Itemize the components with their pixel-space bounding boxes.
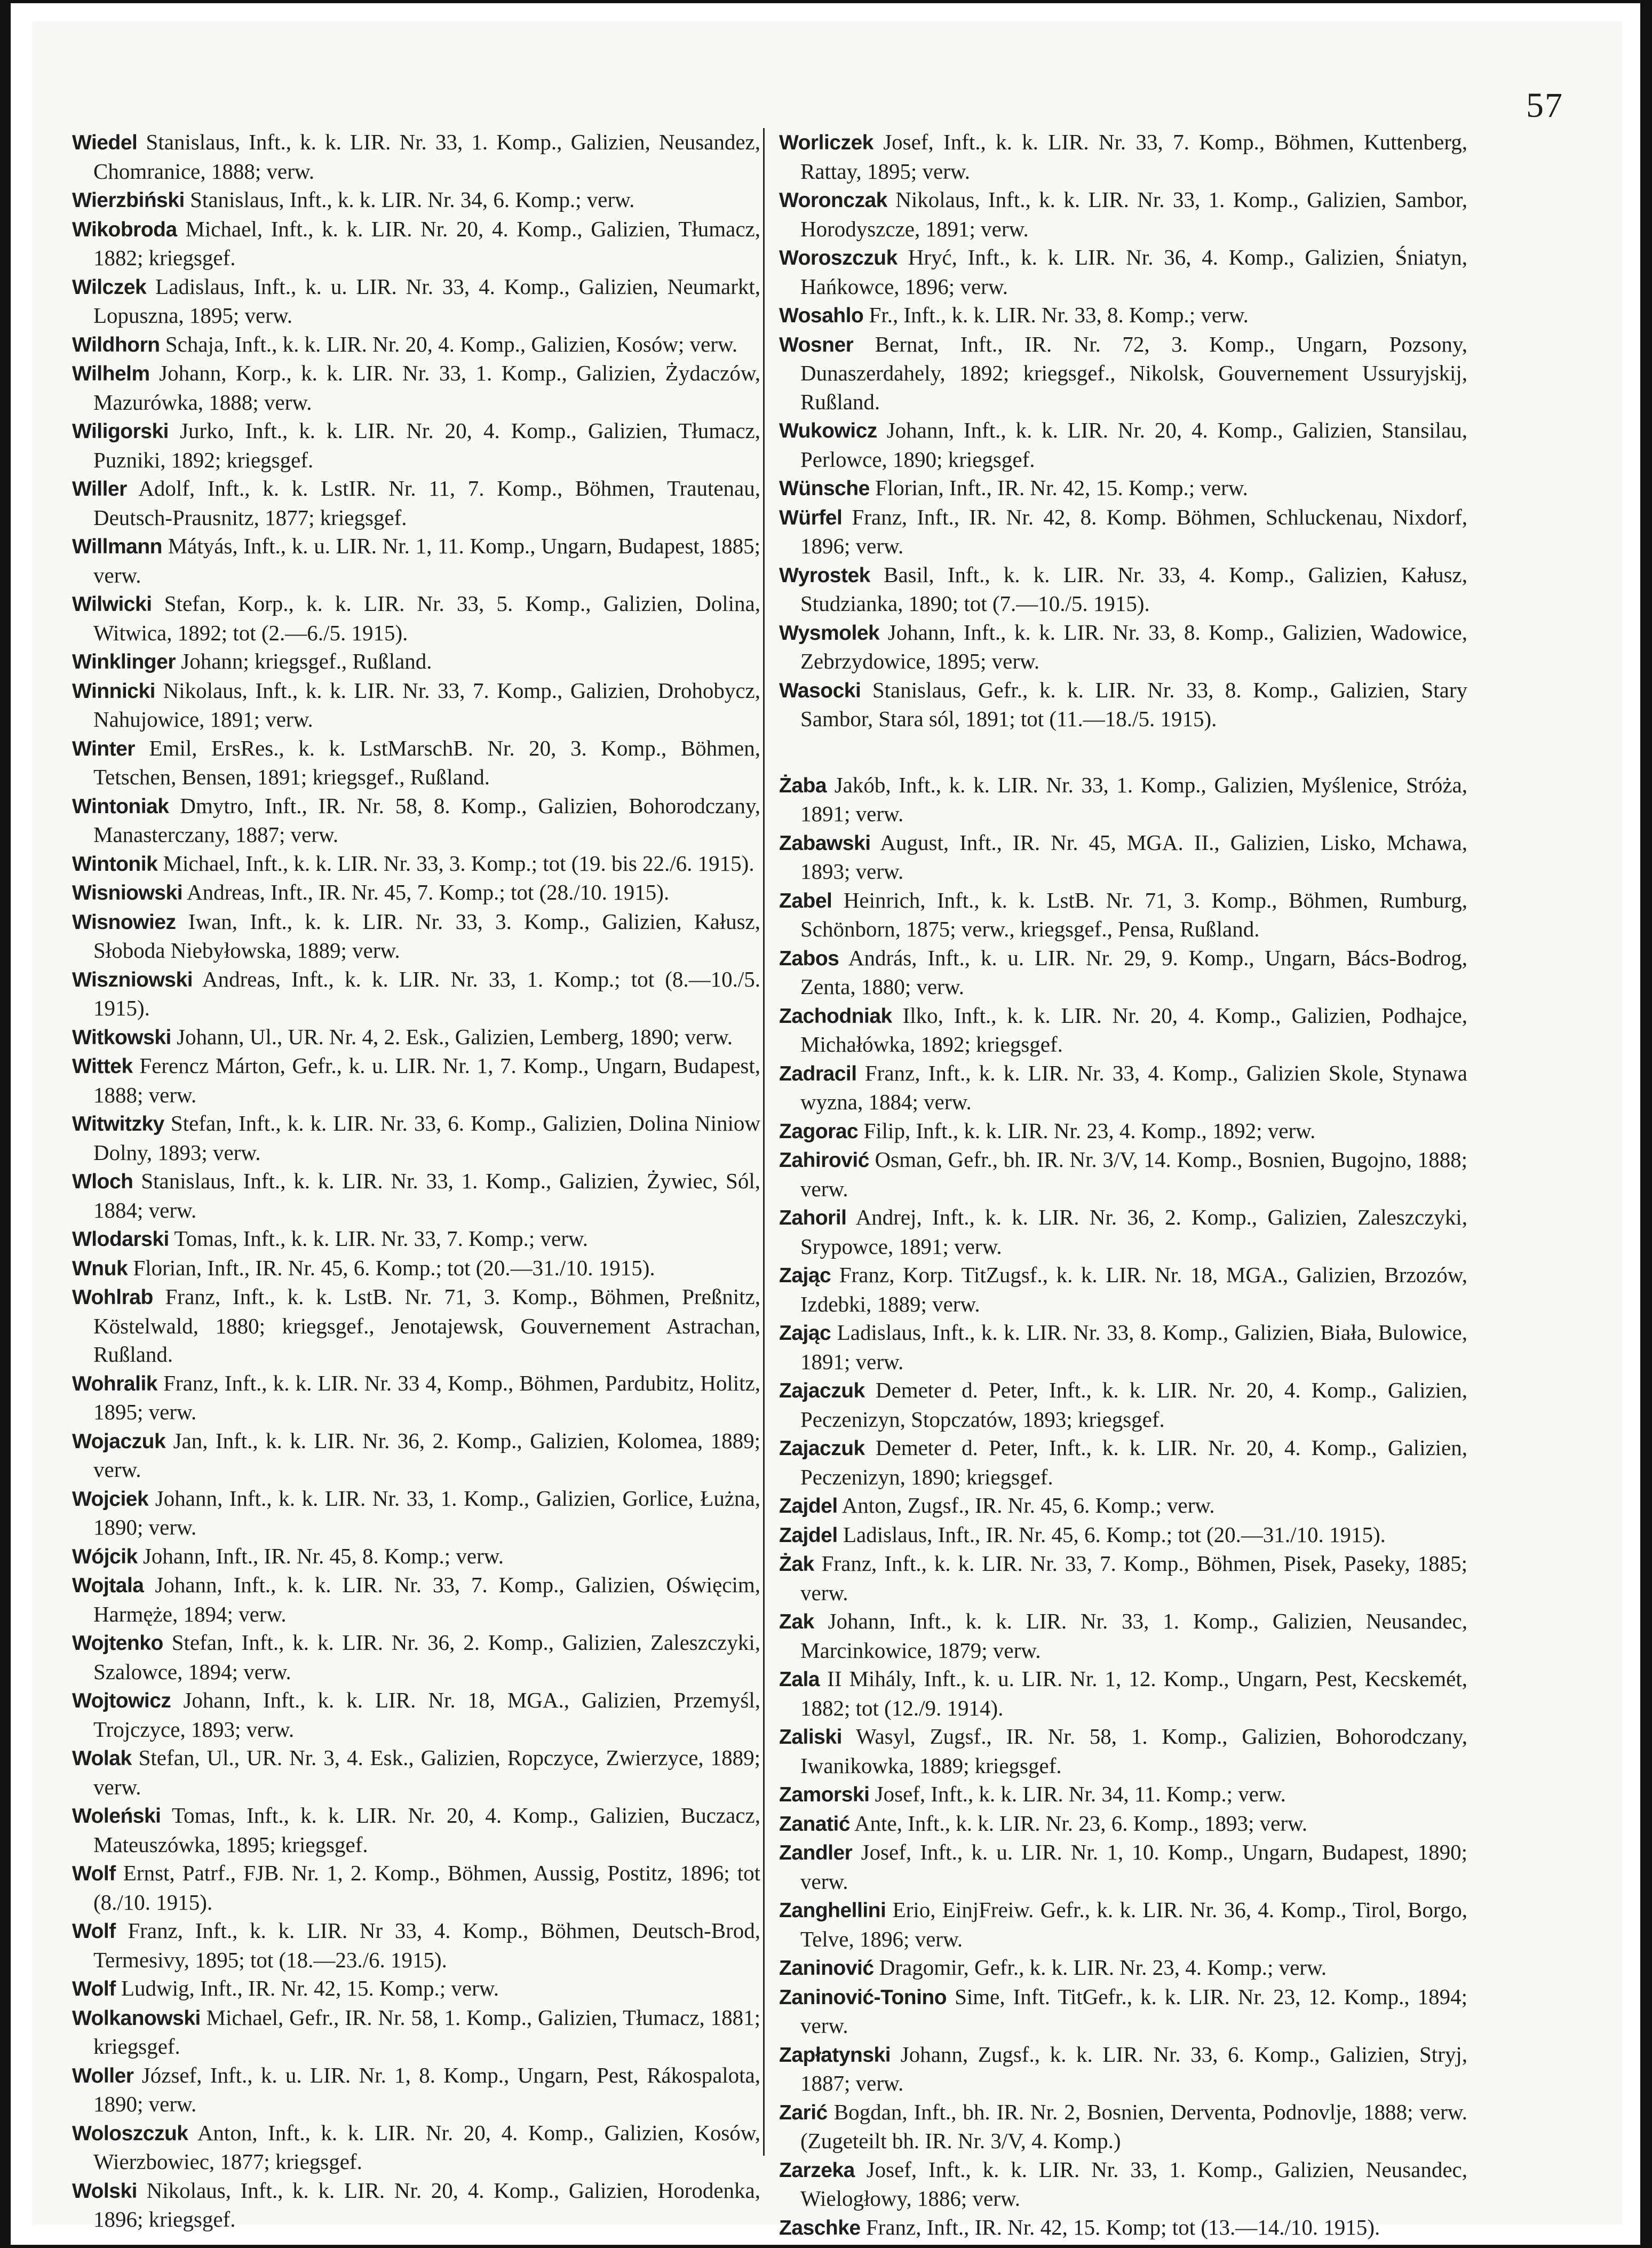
entry xyxy=(72,1629,760,1686)
entry-surname: Willer xyxy=(72,478,127,501)
entry-details: Anton, Zugsf., IR. Nr. 45, 6. Komp.; verw. xyxy=(841,1493,1215,1518)
entry-surname: Wittek xyxy=(72,1055,133,1078)
entry-surname: Zabawski xyxy=(779,831,871,855)
entry-details: Stanislaus, Inft., k. k. LIR. Nr. 34, 6. Komp.; verw. xyxy=(190,187,635,212)
entry xyxy=(779,1983,1467,2040)
entry-surname: Wilhelm xyxy=(72,362,150,385)
entry-surname: Wilczek xyxy=(72,275,147,299)
entry-details: András, Inft., k. u. LIR. Nr. 29, 9. Komp., Ungarn, Bács-Bodrog, Zenta, 1880; verw. xyxy=(800,945,1467,999)
entry-details: Osman, Gefr., bh. IR. Nr. 3/V, 14. Komp., Bosnien, Bugojno, 1888; verw. xyxy=(800,1147,1467,1201)
entry-details: Franz, Inft., IR. Nr. 42, 8. Komp. Böhmen, Schluckenau, Nixdorf, 1896; verw. xyxy=(800,504,1467,558)
entry xyxy=(779,676,1467,734)
entry-surname: Wlodarski xyxy=(72,1228,169,1251)
entry-details: Bogdan, Inft., bh. IR. Nr. 2, Bosnien, Derventa, Podnovlje, 1888; verw. (Zugeteilt bh. IR. Nr. 3/V, 4. Komp.) xyxy=(800,2099,1467,2153)
entry-surname: Zaninović-Tonino xyxy=(779,1985,947,2009)
entry-surname: Wysmolek xyxy=(779,621,880,645)
z-entries-section xyxy=(779,771,1467,2243)
entry-details: Ante, Inft., k. k. LIR. Nr. 23, 6. Komp., 1893; verw. xyxy=(854,1810,1308,1836)
entry-surname: Zandler xyxy=(779,1841,853,1864)
entry-details: Josef, Inft., k. k. LIR. Nr. 33, 7. Komp., Böhmen, Kuttenberg, Rattay, 1895; verw. xyxy=(800,130,1468,184)
entry-details: Johann, Inft., k. k. LIR. Nr. 33, 1. Komp., Galizien, Gorlice, Łużna, 1890; verw. xyxy=(93,1486,760,1539)
entry-details: August, Inft., IR. Nr. 45, MGA. II., Galizien, Lisko, Mchawa, 1893; verw. xyxy=(800,830,1467,884)
entry-surname: Zajdel xyxy=(779,1523,838,1547)
entry-details: Jurko, Inft., k. k. LIR. Nr. 20, 4. Komp., Galizien, Tłumacz, Puzniki, 1892; kriegsgef. xyxy=(93,418,761,472)
entry xyxy=(779,1002,1467,1059)
entry xyxy=(72,273,760,330)
entry xyxy=(779,2098,1467,2156)
entry-surname: Wiligorski xyxy=(72,420,169,443)
entry-surname: Zahirović xyxy=(779,1149,869,1172)
entry xyxy=(72,1023,760,1052)
entry xyxy=(779,771,1467,829)
entry-details: Johann, Inft., k. k. LIR. Nr. 33, 7. Komp., Galizien, Oświęcim, Harmęże, 1894; verw. xyxy=(93,1572,761,1626)
entry xyxy=(72,474,760,532)
entry-details: Dragomir, Gefr., k. k. LIR. Nr. 23, 4. Komp.; verw. xyxy=(879,1955,1327,1980)
entry xyxy=(779,1146,1467,1203)
entry-surname: Wolf xyxy=(72,1920,116,1943)
entry xyxy=(779,1838,1467,1896)
entry xyxy=(779,1059,1467,1117)
entry-details: Tomas, Inft., k. k. LIR. Nr. 33, 7. Komp.; verw. xyxy=(174,1226,589,1251)
entry-details: Ilko, Inft., k. k. LIR. Nr. 20, 4. Komp., Galizien, Podhajce, Michałówka, 1892; kriegsgef. xyxy=(800,1003,1467,1057)
entry-surname: Zarić xyxy=(779,2101,828,2124)
entry-surname: Zapłatynski xyxy=(779,2043,891,2067)
entry-details: Josef, Inft., k. k. LIR. Nr. 34, 11. Komp.; verw. xyxy=(875,1782,1286,1806)
entry xyxy=(779,561,1467,618)
entry xyxy=(72,215,760,273)
entry-surname: Wohralik xyxy=(72,1372,157,1395)
entry-details: Mátyás, Inft., k. u. LIR. Nr. 1, 11. Komp., Ungarn, Budapest, 1885; verw. xyxy=(93,534,761,587)
entry-surname: Würfel xyxy=(779,506,843,529)
entry xyxy=(779,474,1467,503)
entry-details: Wasyl, Zugsf., IR. Nr. 58, 1. Komp., Galizien, Bohorodczany, Iwanikowka, 1889; kriegsgef. xyxy=(800,1724,1468,1778)
entry-surname: Wintoniak xyxy=(72,795,169,818)
entry xyxy=(72,1283,760,1369)
entry-surname: Winnicki xyxy=(72,679,155,703)
entry-details: Johann, Korp., k. k. LIR. Nr. 33, 1. Komp., Galizien, Żydaczów, Mazurówka, 1888; verw. xyxy=(93,361,761,415)
entry-surname: Wiedel xyxy=(72,131,138,154)
entry-details: Filip, Inft., k. k. LIR. Nr. 23, 4. Komp., 1892; verw. xyxy=(863,1118,1316,1143)
entry-surname: Wojciek xyxy=(72,1487,149,1511)
entry xyxy=(72,1369,760,1427)
entry-surname: Zagorac xyxy=(779,1119,859,1143)
entry xyxy=(72,647,760,677)
entry xyxy=(72,1484,760,1542)
entry xyxy=(779,1665,1467,1722)
entry-surname: Wiszniowski xyxy=(72,968,193,991)
entry-details: Stanislaus, Inft., k. k. LIR. Nr. 33, 1. Komp., Galizien, Neusandez, Chomranice, 1888; verw. xyxy=(93,130,760,184)
entry xyxy=(72,532,760,590)
entry xyxy=(72,1427,760,1484)
entry-details: Andreas, Inft., IR. Nr. 45, 7. Komp.; tot (28./10. 1915). xyxy=(187,880,670,904)
entry-details: Heinrich, Inft., k. k. LstB. Nr. 71, 3. Komp., Böhmen, Rumburg, Schönborn, 1875; verw., kriegsgef., Pensa, Rußland. xyxy=(800,887,1467,941)
page-number: 57 xyxy=(1526,86,1563,125)
entry xyxy=(779,1434,1467,1491)
entry xyxy=(779,1491,1467,1521)
entry-surname: Wisnowiez xyxy=(72,910,176,934)
entry-details: Nikolaus, Inft., k. k. LIR. Nr. 33, 7. Komp., Galizien, Drohobycz, Nahujowice, 1891; verw. xyxy=(93,678,761,732)
entry-details: Demeter d. Peter, Inft., k. k. LIR. Nr. 20, 4. Komp., Galizien, Peczenizyn, 1890; kriegsgef. xyxy=(800,1435,1468,1489)
entry-surname: Zajdel xyxy=(779,1495,838,1518)
entry-details: Josef, Inft., k. k. LIR. Nr. 33, 1. Komp., Galizien, Neusandec, Wielogłowy, 1886; verw. xyxy=(800,2157,1467,2211)
entry-surname: Wnuk xyxy=(72,1257,128,1280)
entry-surname: Wojtowicz xyxy=(72,1689,171,1712)
entry-details: Nikolaus, Inft., k. k. LIR. Nr. 33, 1. Komp., Galizien, Sambor, Horodyszcze, 1891; verw. xyxy=(800,187,1467,241)
entry xyxy=(72,590,760,647)
entry-details: Florian, Inft., IR. Nr. 45, 6. Komp.; tot (20.—31./10. 1915). xyxy=(133,1255,655,1280)
entry-details: Johann, Inft., k. k. LIR. Nr. 33, 8. Komp., Galizien, Wadowice, Zebrzydowice, 1895; verw. xyxy=(800,619,1467,673)
entry-surname: Wierzbiński xyxy=(72,189,185,212)
left-column xyxy=(72,128,760,2234)
entry xyxy=(72,792,760,849)
entry xyxy=(779,1780,1467,1809)
entry xyxy=(72,2004,760,2061)
entry-details: Ladislaus, Inft., IR. Nr. 45, 6. Komp.; tot (20.—31./10. 1915). xyxy=(843,1522,1386,1547)
entry xyxy=(779,1261,1467,1318)
entry-details: Franz, Inft., k. k. LIR. Nr 33, 4. Komp., Böhmen, Deutsch-Brod, Termesivy, 1895; tot (18.—23./6. 1915). xyxy=(93,1918,761,1972)
entry-details: Demeter d. Peter, Inft., k. k. LIR. Nr. 20, 4. Komp., Galizien, Peczenizyn, Stopczatów, 1893; kriegsgef. xyxy=(800,1378,1468,1432)
entry-surname: Zając xyxy=(779,1264,831,1287)
entry-surname: Willmann xyxy=(72,535,162,558)
entry xyxy=(779,2213,1467,2243)
entry-details: Basil, Inft., k. k. LIR. Nr. 33, 4. Komp., Galizien, Kałusz, Studzianka, 1890; tot (7.—10./5. 1915). xyxy=(800,562,1467,616)
entry-surname: Zając xyxy=(779,1322,831,1345)
entry-surname: Wikobroda xyxy=(72,218,177,241)
entry xyxy=(72,878,760,908)
right-column xyxy=(779,128,1467,2242)
entry-surname: Woleński xyxy=(72,1805,161,1828)
entry xyxy=(779,128,1467,186)
entry-surname: Zarzeka xyxy=(779,2158,855,2182)
entry-surname: Wolak xyxy=(72,1747,132,1770)
entry xyxy=(779,503,1467,561)
entry-details: Bernat, Inft., IR. Nr. 72, 3. Komp., Ungarn, Pozsony, Dunaszerdahely, 1892; kriegsgef., Nikolsk, Gouvernement Ussuryjskij, Rußland. xyxy=(800,331,1467,414)
entry-surname: Wolkanowski xyxy=(72,2006,201,2030)
entry-surname: Woller xyxy=(72,2064,134,2087)
entry-surname: Wolf xyxy=(72,1862,116,1885)
entry xyxy=(779,1953,1467,1983)
entry xyxy=(72,1109,760,1167)
entry xyxy=(72,2176,760,2234)
entry-details: Jan, Inft., k. k. LIR. Nr. 36, 2. Komp., Galizien, Kolomea, 1889; verw. xyxy=(93,1428,761,1482)
entry xyxy=(779,243,1467,301)
entry xyxy=(779,301,1467,330)
entry-details: Johann, Inft., k. k. LIR. Nr. 20, 4. Komp., Galizien, Stansilau, Perlowce, 1890; kriegsgef. xyxy=(800,418,1467,472)
entry-surname: Zaschke xyxy=(779,2216,861,2239)
entry-details: Tomas, Inft., k. k. LIR. Nr. 20, 4. Komp., Galizien, Buczacz, Mateuszówka, 1895; kriegsgef. xyxy=(93,1803,760,1857)
entry xyxy=(779,1722,1467,1780)
entry xyxy=(779,416,1467,474)
entry-surname: Zahoril xyxy=(779,1206,847,1229)
entry-surname: Zanghellini xyxy=(779,1899,886,1922)
entry xyxy=(72,1686,760,1744)
entry-surname: Zabel xyxy=(779,889,832,912)
entry-details: Iwan, Inft., k. k. LIR. Nr. 33, 3. Komp., Galizien, Kałusz, Słoboda Niebyłowska, 1889; verw. xyxy=(93,909,761,963)
entry-details: Franz, Korp. TitZugsf., k. k. LIR. Nr. 18, MGA., Galizien, Brzozów, Izdebki, 1889; verw. xyxy=(800,1262,1467,1316)
entry xyxy=(72,2061,760,2119)
entry-details: Sime, Inft. TitGefr., k. k. LIR. Nr. 23, 12. Komp., 1894; verw. xyxy=(800,1984,1467,2038)
entry xyxy=(72,1542,760,1571)
entry-surname: Witkowski xyxy=(72,1026,171,1049)
entry-surname: Żak xyxy=(779,1553,814,1576)
entry-details: Ferencz Márton, Gefr., k. u. LIR. Nr. 1, 7. Komp., Ungarn, Budapest, 1888; verw. xyxy=(93,1053,761,1107)
entry-surname: Wosner xyxy=(779,333,854,356)
entry-surname: Wolski xyxy=(72,2179,137,2203)
entry xyxy=(779,1376,1467,1434)
entry-surname: Wisniowski xyxy=(72,881,183,904)
entry xyxy=(72,734,760,792)
entry-details: Stanislaus, Gefr., k. k. LIR. Nr. 33, 8. Komp., Galizien, Stary Sambor, Stara sól, 1891; tot (11.—18./5. 1915). xyxy=(800,677,1467,731)
entry-surname: Zaninović xyxy=(779,1957,874,1980)
entry-surname: Wildhorn xyxy=(72,333,160,356)
entry-details: II Mihály, Inft., k. u. LIR. Nr. 1, 12. Komp., Ungarn, Pest, Kecskemét, 1882; tot (12./9. 1914). xyxy=(800,1666,1467,1720)
entry-surname: Winter xyxy=(72,737,135,760)
entry xyxy=(779,1318,1467,1376)
entry xyxy=(72,1571,760,1629)
entry xyxy=(72,1917,760,1974)
entry-surname: Wójcik xyxy=(72,1545,138,1568)
entry-surname: Wilwicki xyxy=(72,593,152,616)
entry xyxy=(72,1859,760,1917)
entry xyxy=(72,1052,760,1109)
entry-details: Franz, Inft., k. k. LstB. Nr. 71, 3. Komp., Böhmen, Preßnitz, Köstelwald, 1880; kriegsgef., Jenotajewsk, Gouvernement Astrachan, Rußland. xyxy=(93,1284,760,1367)
entry-details: Franz, Inft., IR. Nr. 42, 15. Komp; tot (13.—14./10. 1915). xyxy=(865,2214,1380,2239)
entry xyxy=(72,417,760,474)
entry-surname: Wohlrab xyxy=(72,1286,153,1309)
entry-details: Johann, Inft., k. k. LIR. Nr. 18, MGA., Galizien, Przemyśl, Trojczyce, 1893; verw. xyxy=(93,1688,761,1742)
entry xyxy=(779,886,1467,944)
entry-details: Schaja, Inft., k. k. LIR. Nr. 20, 4. Komp., Galizien, Kosów; verw. xyxy=(165,331,738,356)
entry-surname: Woronczak xyxy=(779,189,887,212)
entry xyxy=(72,1801,760,1859)
entry-details: József, Inft., k. u. LIR. Nr. 1, 8. Komp., Ungarn, Pest, Rákospalota, 1890; verw. xyxy=(93,2062,761,2116)
entry-surname: Zajaczuk xyxy=(779,1379,865,1402)
entry-details: Franz, Inft., k. k. LIR. Nr. 33, 4. Komp., Galizien Skole, Stynawa wyzna, 1884; verw. xyxy=(800,1060,1467,1114)
entry-surname: Zabos xyxy=(779,947,839,970)
entry-details: Dmytro, Inft., IR. Nr. 58, 8. Komp., Galizien, Bohorodczany, Manasterczany, 1887; verw. xyxy=(93,793,760,847)
entry-details: Ernst, Patrf., FJB. Nr. 1, 2. Komp., Böhmen, Aussig, Postitz, 1896; tot (8./10. 1915). xyxy=(93,1861,760,1915)
entry-details: Stefan, Inft., k. k. LIR. Nr. 33, 6. Komp., Galizien, Dolina Niniow Dolny, 1893; verw. xyxy=(93,1111,760,1165)
entry-surname: Woloszczuk xyxy=(72,2122,188,2145)
entry xyxy=(72,186,760,215)
entry-surname: Winklinger xyxy=(72,650,176,673)
entry-surname: Zala xyxy=(779,1668,820,1691)
entry xyxy=(779,1521,1467,1550)
entry-details: Johann; kriegsgef., Rußland. xyxy=(181,649,432,673)
entry xyxy=(779,1203,1467,1261)
entry-surname: Zamorski xyxy=(779,1783,870,1806)
entry-surname: Wintonik xyxy=(72,852,158,876)
entry-details: Stefan, Inft., k. k. LIR. Nr. 36, 2. Komp., Galizien, Zaleszczyki, Szalowce, 1894; verw. xyxy=(93,1630,761,1684)
entry-surname: Wojtala xyxy=(72,1574,144,1597)
entry-details: Ladislaus, Inft., k. k. LIR. Nr. 33, 8. Komp., Galizien, Biała, Bulowice, 1891; verw. xyxy=(800,1320,1467,1374)
entry-surname: Zadracil xyxy=(779,1062,857,1085)
entry-surname: Woroszczuk xyxy=(779,247,898,269)
entry xyxy=(779,944,1467,1002)
column-divider xyxy=(763,128,765,2156)
entry-details: Johann, Inft., k. k. LIR. Nr. 33, 1. Komp., Galizien, Neusandec, Marcinkowice, 1879; verw. xyxy=(800,1609,1467,1663)
entry-surname: Wosahlo xyxy=(779,304,864,327)
entry xyxy=(72,849,760,879)
entry-surname: Wyrostek xyxy=(779,563,870,587)
entry xyxy=(779,2156,1467,2213)
entry-surname: Wukowicz xyxy=(779,419,877,442)
entry-details: Johann, Zugsf., k. k. LIR. Nr. 33, 6. Komp., Galizien, Stryj, 1887; verw. xyxy=(800,2042,1467,2095)
entry-surname: Wojaczuk xyxy=(72,1429,166,1453)
entry xyxy=(779,1809,1467,1839)
entry-details: Stefan, Korp., k. k. LIR. Nr. 33, 5. Komp., Galizien, Dolina, Witwica, 1892; tot (2.—6./5. 1915). xyxy=(93,591,761,645)
entry xyxy=(72,1744,760,1801)
entry-surname: Zaliski xyxy=(779,1726,842,1749)
entry xyxy=(72,2119,760,2176)
entry xyxy=(72,128,760,186)
entry-surname: Worliczek xyxy=(779,131,873,154)
entry xyxy=(779,829,1467,886)
w-entries-section xyxy=(779,128,1467,734)
entry-details: Jakób, Inft., k. k. LIR. Nr. 33, 1. Komp., Galizien, Myślenice, Stróża, 1891; verw. xyxy=(800,772,1467,826)
entry-surname: Wasocki xyxy=(779,679,861,702)
entry-details: Michael, Inft., k. k. LIR. Nr. 20, 4. Komp., Galizien, Tłumacz, 1882; kriegsgef. xyxy=(93,216,760,270)
entry-details: Stefan, Ul., UR. Nr. 3, 4. Esk., Galizien, Ropczyce, Zwierzyce, 1889; verw. xyxy=(93,1745,761,1799)
entry-surname: Zachodniak xyxy=(779,1004,892,1028)
entry-details: Johann, Ul., UR. Nr. 4, 2. Esk., Galizien, Lemberg, 1890; verw. xyxy=(177,1024,733,1049)
entry xyxy=(72,908,760,965)
entry-details: Franz, Inft., k. k. LIR. Nr. 33 4, Komp., Böhmen, Pardubitz, Holitz, 1895; verw. xyxy=(93,1370,760,1424)
document-page xyxy=(32,21,1622,2239)
entry-details: Anton, Inft., k. k. LIR. Nr. 20, 4. Komp., Galizien, Kosów, Wierzbowiec, 1877; kriegsgef. xyxy=(93,2120,760,2174)
entry-surname: Wünsche xyxy=(779,477,870,500)
entry-details: Andrej, Inft., k. k. LIR. Nr. 36, 2. Komp., Galizien, Zaleszczyki, Srypowce, 1891; verw. xyxy=(800,1205,1467,1259)
entry xyxy=(72,965,760,1023)
entry xyxy=(72,1225,760,1254)
entry xyxy=(72,1167,760,1225)
entry xyxy=(779,1550,1467,1607)
entry-details: Stanislaus, Inft., k. k. LIR. Nr. 33, 1. Komp., Galizien, Żywiec, Sól, 1884; verw. xyxy=(93,1169,760,1222)
entry xyxy=(72,1974,760,2004)
entry-details: Erio, EinjFreiw. Gefr., k. k. LIR. Nr. 36, 4. Komp., Tirol, Borgo, Telve, 1896; verw. xyxy=(800,1897,1468,1951)
entry xyxy=(72,330,760,360)
entry-details: Fr., Inft., k. k. LIR. Nr. 33, 8. Komp.; verw. xyxy=(869,303,1249,327)
entry-details: Andreas, Inft., k. k. LIR. Nr. 33, 1. Komp.; tot (8.—10./5. 1915). xyxy=(93,966,760,1020)
entry-details: Franz, Inft., k. k. LIR. Nr. 33, 7. Komp., Böhmen, Pisek, Paseky, 1885; verw. xyxy=(800,1551,1467,1605)
entry xyxy=(72,677,760,734)
entry-surname: Witwitzky xyxy=(72,1113,164,1135)
entry-surname: Zajaczuk xyxy=(779,1437,865,1460)
entry-surname: Wloch xyxy=(72,1170,133,1193)
entry-surname: Żaba xyxy=(779,774,827,797)
entry xyxy=(779,186,1467,243)
entry-surname: Wojtenko xyxy=(72,1632,163,1655)
entry xyxy=(72,359,760,417)
entry-details: Johann, Inft., IR. Nr. 45, 8. Komp.; verw. xyxy=(142,1543,504,1568)
entry-surname: Zak xyxy=(779,1610,814,1633)
entry xyxy=(779,1896,1467,1953)
entry xyxy=(779,618,1467,676)
entry xyxy=(779,330,1467,417)
entry-details: Ludwig, Inft., IR. Nr. 42, 15. Komp.; verw. xyxy=(121,1976,499,2000)
entry-details: Adolf, Inft., k. k. LstIR. Nr. 11, 7. Komp., Böhmen, Trautenau, Deutsch-Prausnitz, 1877; kriegsgef. xyxy=(93,476,760,530)
entry-details: Emil, ErsRes., k. k. LstMarschB. Nr. 20, 3. Komp., Böhmen, Tetschen, Bensen, 1891; kriegsgef., Rußland. xyxy=(93,735,761,789)
entry-details: Ladislaus, Inft., k. u. LIR. Nr. 33, 4. Komp., Galizien, Neumarkt, Lopuszna, 1895; verw. xyxy=(93,274,761,328)
entry xyxy=(779,1117,1467,1146)
entry xyxy=(72,1254,760,1283)
entry-details: Michael, Gefr., IR. Nr. 58, 1. Komp., Galizien, Tłumacz, 1881; kriegsgef. xyxy=(93,2005,760,2059)
entry xyxy=(779,1607,1467,1665)
entry-details: Florian, Inft., IR. Nr. 42, 15. Komp.; verw. xyxy=(875,475,1248,500)
entry-details: Michael, Inft., k. k. LIR. Nr. 33, 3. Komp.; tot (19. bis 22./6. 1915). xyxy=(163,851,754,876)
section-gap xyxy=(779,734,1467,771)
entry-surname: Zanatić xyxy=(779,1812,851,1836)
entry-details: Nikolaus, Inft., k. k. LIR. Nr. 20, 4. Komp., Galizien, Horodenka, 1896; kriegsgef. xyxy=(93,2178,761,2231)
entry-details: Hryć, Inft., k. k. LIR. Nr. 36, 4. Komp., Galizien, Śniatyn, Hańkowce, 1896; verw. xyxy=(800,245,1467,299)
entry-details: Josef, Inft., k. u. LIR. Nr. 1, 10. Komp., Ungarn, Budapest, 1890; verw. xyxy=(800,1840,1467,1894)
entry xyxy=(779,2040,1467,2098)
entry-surname: Wolf xyxy=(72,1977,116,2000)
